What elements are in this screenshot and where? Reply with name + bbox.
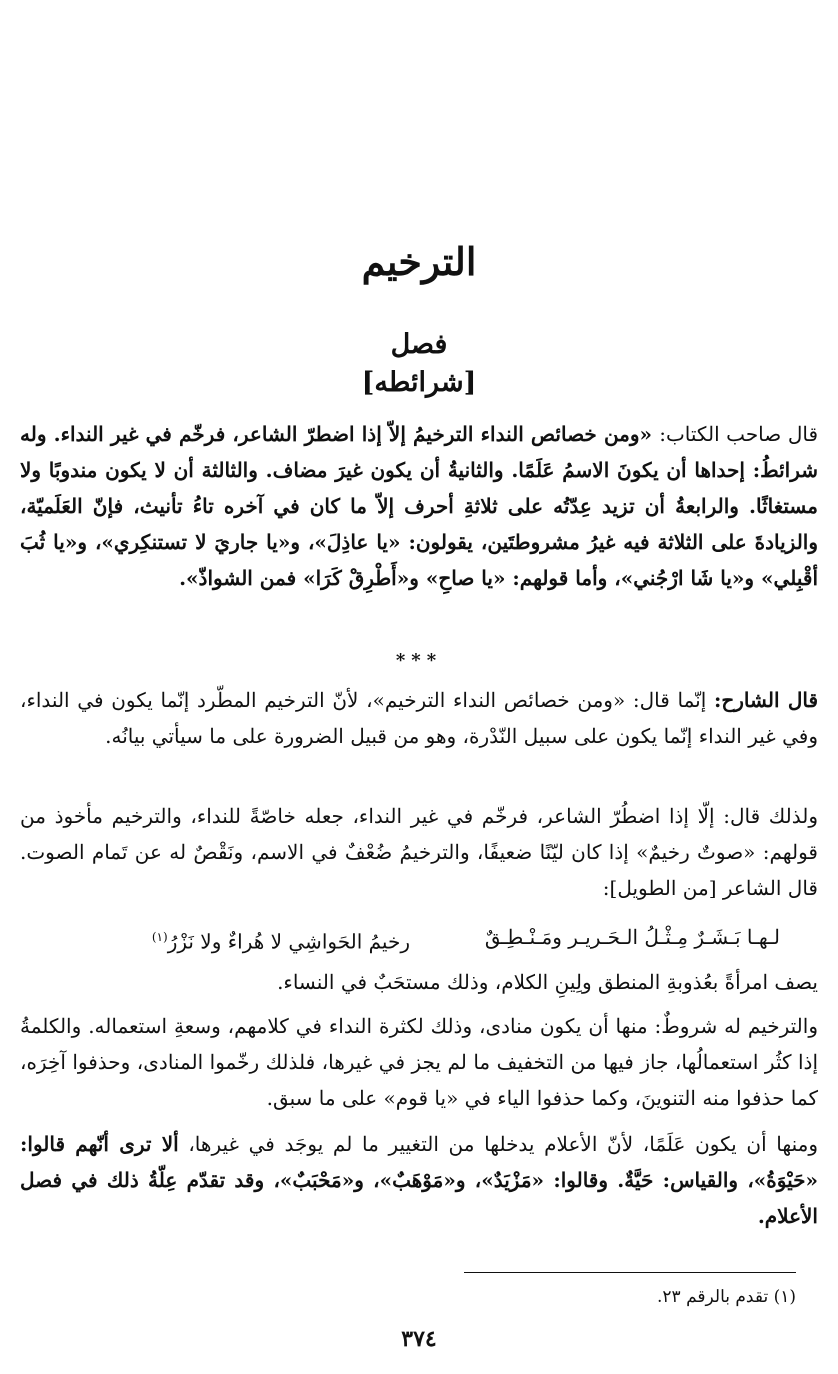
sharh-paragraph-3: يصف امرأةً بعُذوبةِ المنطق ولِينِ الكلام، وذلك مستحَبٌ في النساء. [277, 970, 818, 994]
sharh-paragraph-4: والترخيم له شروطٌ: منها أن يكون منادى، وذلك لكثرة النداء في كلامهم، وسعةِ استعماله. والكلمةُ إذا كثُر استعمالُها، جاز فيها من التخفيف ما لم يجز في غيرها، فلذلك رخّموا المنادى، وحذفوا آخِرَه، كما حذفوا منه التنوينَ، وكما حذفوا الياء في «يا قوم» على ما سبق. [20, 1014, 818, 1110]
matn-paragraph [20, 416, 818, 596]
page-number: ٣٧٤ [401, 1326, 437, 1352]
subsection-heading: [شرائطه] [361, 367, 477, 398]
sharh-paragraph-2: ولذلك قال: إلّا إذا اضطُرّ الشاعر، فرخّم في غير النداء، جعله خاصّةً للنداء، والترخيم مأخوذ من قولهم: «صوتٌ رخيمٌ» إذا كان ليّنًا ضعيفًا، والترخيمُ ضُعْفٌ في الاسم، ونَقْصٌ له عن تَمام الصوت. قال الشاعر [من الطويل]: [20, 804, 818, 900]
verse-first-hemistich: لـهـا بَـشَـرٌ مِـثْـلُ الـحَـريـر ومَـنْـطِـقٌ [484, 925, 780, 949]
chapter-title: الترخيم [361, 239, 477, 284]
sharh-p5-text-a: ومنها أن يكون عَلَمًا، لأنّ الأعلام يدخلها من التغيير ما لم يوجَد في غيرها، [188, 1132, 819, 1156]
section-separator: *** [395, 650, 443, 671]
sharh-lead: قال الشارح: [713, 688, 819, 712]
footnote: (١) تقدم بالرقم ٢٣. [657, 1287, 796, 1307]
footnote-reference: (١) [151, 930, 168, 944]
matn-lead: قال صاحب الكتاب: [659, 422, 818, 446]
matn-text: «ومن خصائص النداء الترخيمُ إلاّ إذا اضطرّ الشاعر، فرخّم في غير النداء. وله شرائطُ: إحداها أن يكونَ الاسمُ عَلَمًا. والثانيةُ أن يكون غيرَ مضاف. والثالثة أن لا يكون مندوبًا ولا مستغاثًا. والرابعةُ أن تزيد عِدّتُه على ثلاثةِ أحرف إلاّ ما كان في آخره تاءُ تأنيث، فإنّ العَلَميّة، والزيادةَ على الثلاثة فيه غيرُ مشروطتَين، يقولون: «يا عاذِلَ»، و«يا جاريَ لا تستنكِري»، و«يا ثُبَ أقْبِلي» و«يا شَا ارْجُني»، وأما قولهم: «يا صاحِ» و«أَطْرِقْ كَرَا» فمن الشواذّ». [20, 422, 818, 590]
section-heading: فصل [390, 329, 448, 360]
sharh-paragraph-1 [20, 682, 818, 754]
sharh-paragraph-5 [20, 1126, 818, 1234]
verse-second-hemistich-text: رخيمُ الحَواشِي لا هُراءٌ ولا نَزْرُ [167, 929, 410, 954]
footnote-divider [464, 1272, 796, 1273]
sharh-p1-text: إنّما قال: «ومن خصائص النداء الترخيم»، لأنّ الترخيم المطّرد إنّما يكون في النداء، وفي غير النداء إنّما يكون على سبيل النّدْرة، وهو من قبيل الضرورة على ما سيأتي بيانُه. [20, 688, 818, 748]
poetry-verse [30, 920, 810, 954]
sharh-p5-text-b: ألا ترى أنّهم قالوا: «حَيْوَةُ»، والقياس: حَيَّةٌ. وقالوا: «مَزْيَدٌ»، و«مَوْهَبٌ»، و«مَحْبَبٌ»، وقد تقدّم عِلّةُ ذلك في فصل الأعلام. [20, 1132, 818, 1228]
verse-second-hemistich [152, 920, 410, 959]
